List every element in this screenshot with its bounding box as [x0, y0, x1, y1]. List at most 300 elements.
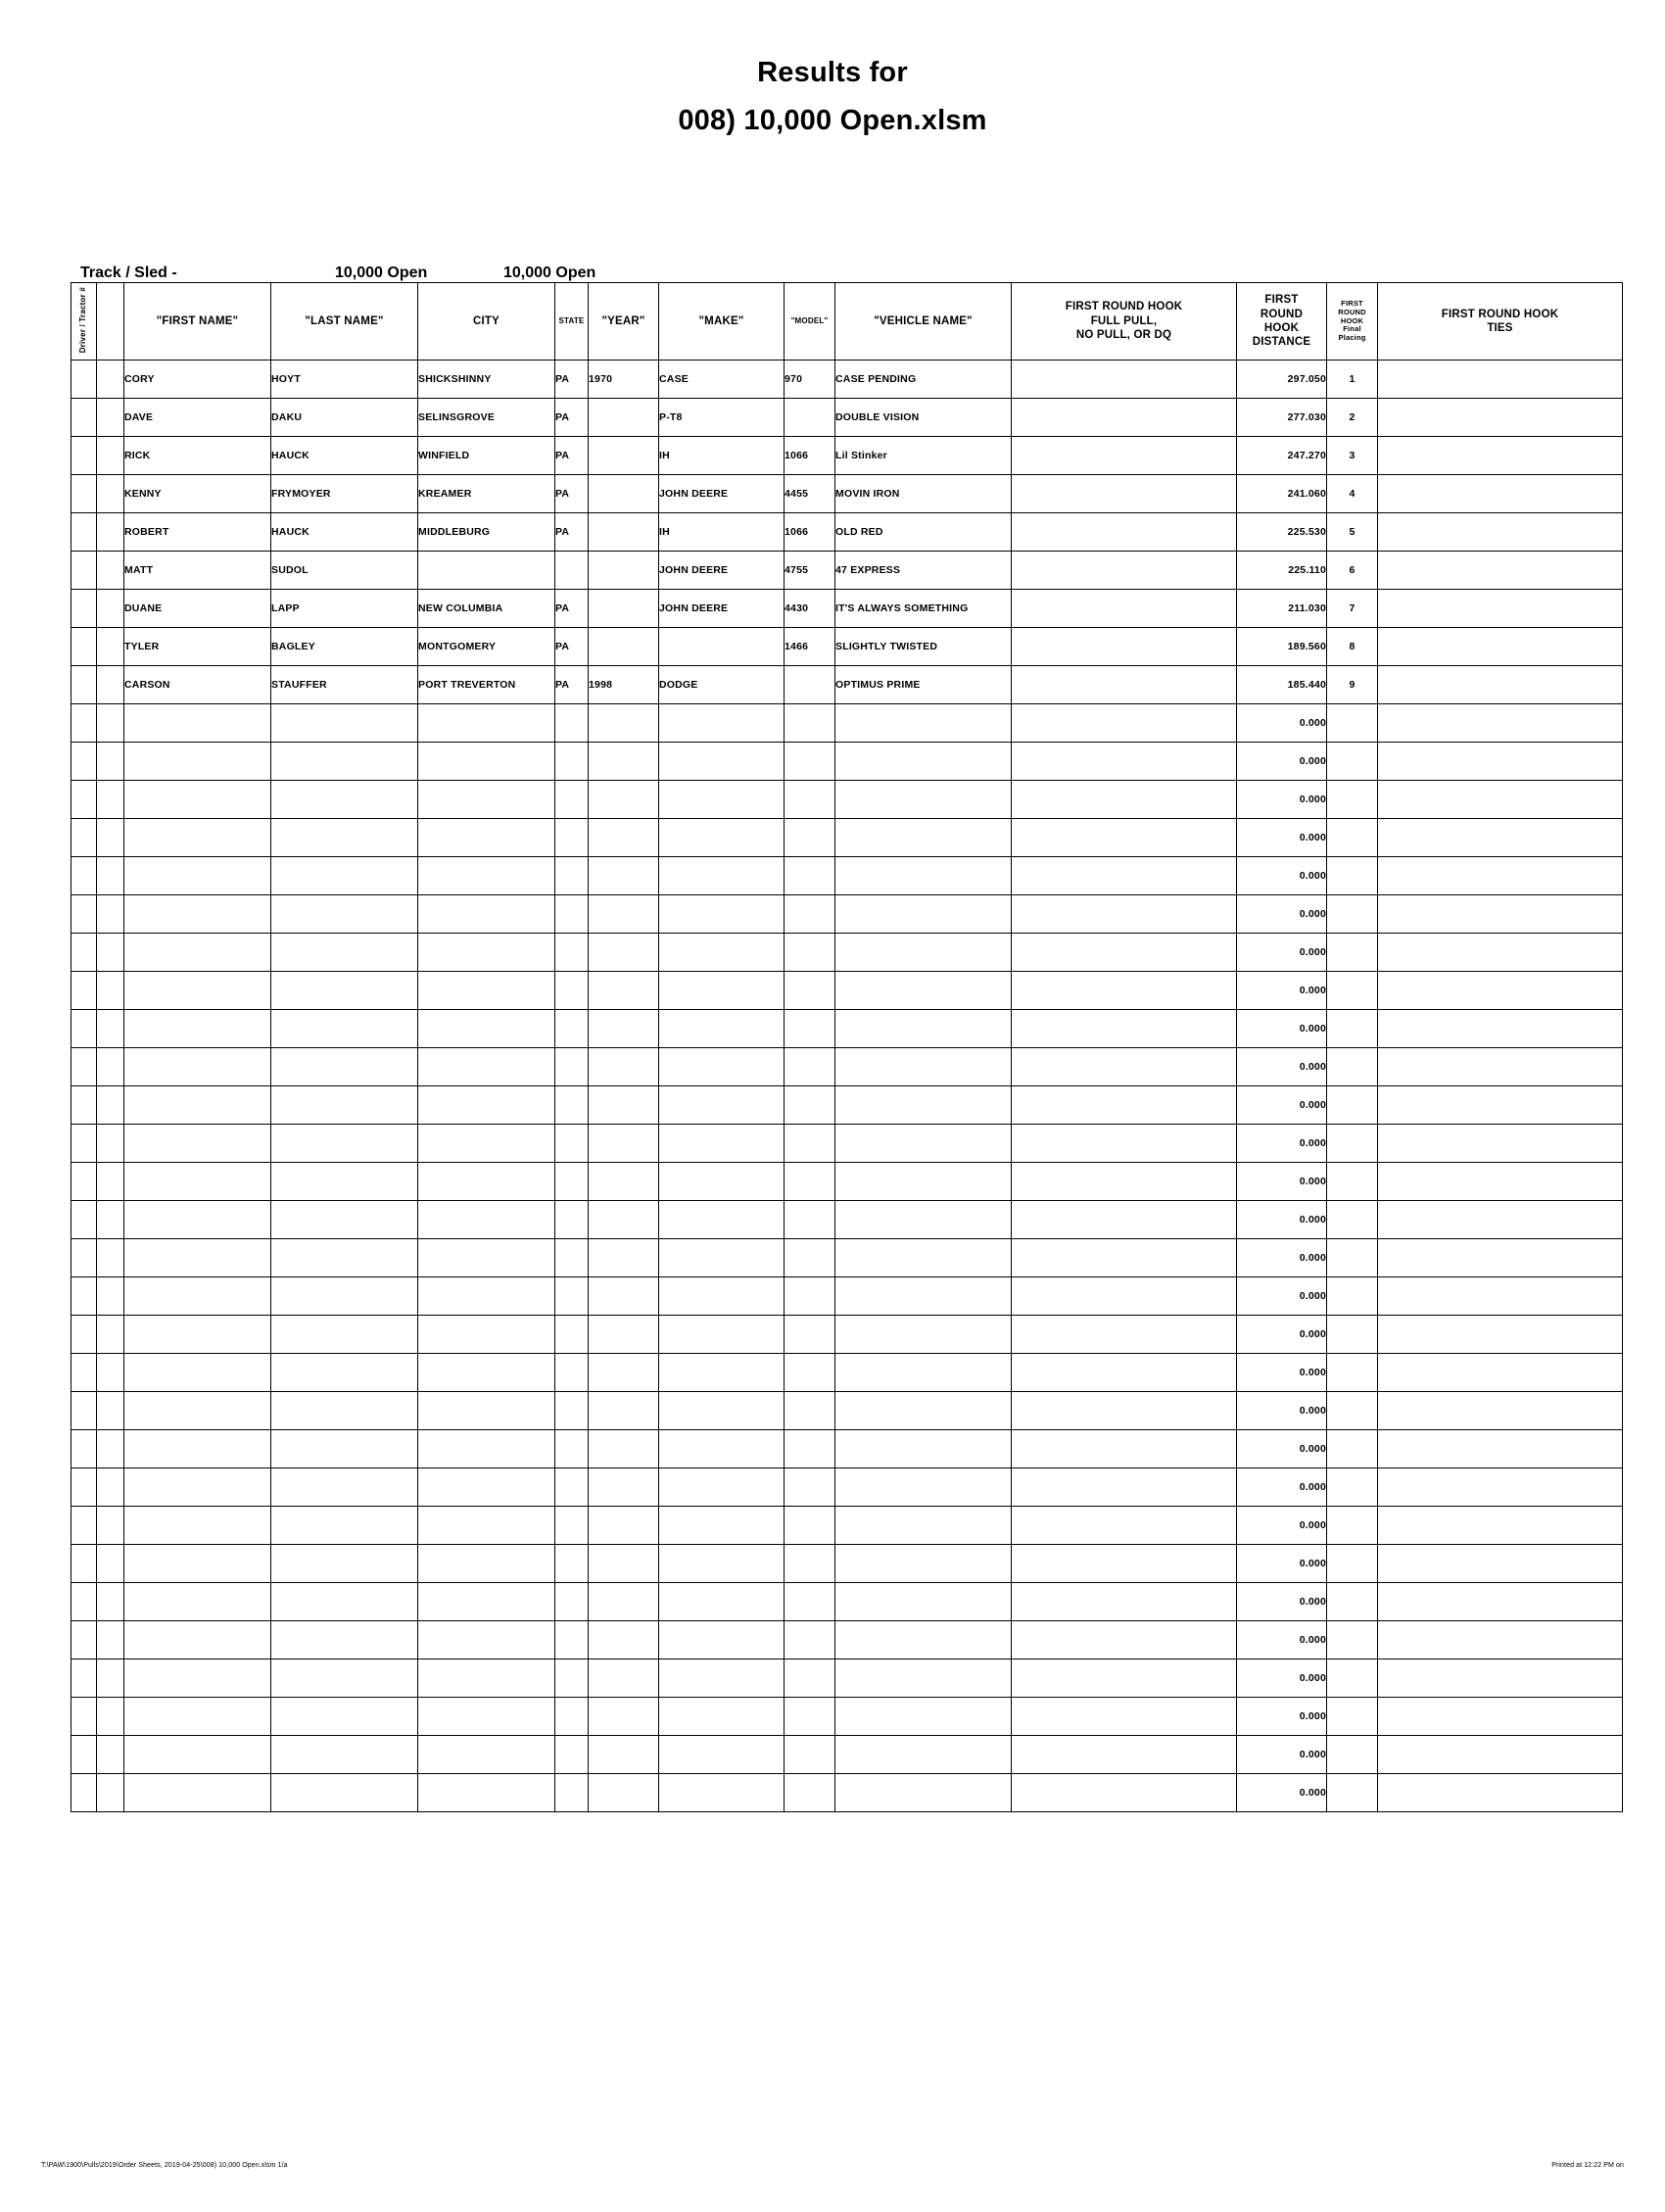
cell-ties[interactable] — [1378, 743, 1623, 781]
table-row[interactable] — [71, 1316, 1623, 1354]
cell-ties[interactable] — [1378, 552, 1623, 590]
cell-model[interactable]: 4455 — [785, 475, 835, 513]
table-row[interactable] — [71, 934, 1623, 972]
cell-distance[interactable]: 0.000 — [1237, 1774, 1327, 1812]
cell-first-name[interactable]: MATT — [124, 552, 271, 590]
cell-make[interactable]: JOHN DEERE — [659, 475, 785, 513]
cell-driver-tractor[interactable] — [71, 895, 97, 934]
cell-model[interactable] — [785, 1010, 835, 1048]
cell-index[interactable] — [97, 1125, 124, 1163]
cell-year[interactable] — [589, 437, 659, 475]
cell-ties[interactable] — [1378, 1354, 1623, 1392]
cell-full-pull[interactable] — [1012, 1392, 1237, 1430]
cell-full-pull[interactable] — [1012, 1201, 1237, 1239]
cell-ties[interactable] — [1378, 1430, 1623, 1468]
cell-distance[interactable]: 0.000 — [1237, 1659, 1327, 1698]
cell-model[interactable] — [785, 1507, 835, 1545]
cell-state[interactable] — [555, 1354, 589, 1392]
cell-city[interactable] — [418, 1659, 555, 1698]
cell-state[interactable] — [555, 1545, 589, 1583]
cell-ties[interactable] — [1378, 590, 1623, 628]
cell-year[interactable] — [589, 628, 659, 666]
cell-full-pull[interactable] — [1012, 513, 1237, 552]
cell-last-name[interactable] — [271, 1239, 418, 1277]
cell-year[interactable] — [589, 1163, 659, 1201]
cell-placing[interactable]: 7 — [1327, 590, 1378, 628]
cell-driver-tractor[interactable] — [71, 1239, 97, 1277]
cell-index[interactable] — [97, 1468, 124, 1507]
cell-full-pull[interactable] — [1012, 590, 1237, 628]
table-row[interactable] — [71, 1621, 1623, 1659]
cell-make[interactable] — [659, 1659, 785, 1698]
cell-index[interactable] — [97, 475, 124, 513]
cell-make[interactable] — [659, 1545, 785, 1583]
cell-make[interactable] — [659, 1201, 785, 1239]
cell-ties[interactable] — [1378, 1507, 1623, 1545]
cell-model[interactable]: 970 — [785, 361, 835, 399]
cell-model[interactable]: 4755 — [785, 552, 835, 590]
cell-driver-tractor[interactable] — [71, 1430, 97, 1468]
table-row[interactable] — [71, 972, 1623, 1010]
cell-vehicle-name[interactable] — [835, 1507, 1012, 1545]
cell-make[interactable] — [659, 857, 785, 895]
cell-driver-tractor[interactable] — [71, 1736, 97, 1774]
cell-full-pull[interactable] — [1012, 552, 1237, 590]
cell-first-name[interactable] — [124, 972, 271, 1010]
cell-make[interactable] — [659, 1125, 785, 1163]
cell-vehicle-name[interactable]: MOVIN IRON — [835, 475, 1012, 513]
cell-vehicle-name[interactable] — [835, 1392, 1012, 1430]
table-row[interactable] — [71, 1086, 1623, 1125]
cell-model[interactable] — [785, 1736, 835, 1774]
cell-first-name[interactable] — [124, 1430, 271, 1468]
cell-placing[interactable] — [1327, 895, 1378, 934]
cell-driver-tractor[interactable] — [71, 704, 97, 743]
cell-index[interactable] — [97, 361, 124, 399]
cell-vehicle-name[interactable] — [835, 895, 1012, 934]
cell-full-pull[interactable] — [1012, 1698, 1237, 1736]
cell-full-pull[interactable] — [1012, 857, 1237, 895]
cell-driver-tractor[interactable] — [71, 1010, 97, 1048]
cell-placing[interactable]: 2 — [1327, 399, 1378, 437]
cell-distance[interactable]: 0.000 — [1237, 1545, 1327, 1583]
table-row[interactable] — [71, 819, 1623, 857]
table-row[interactable] — [71, 1163, 1623, 1201]
cell-model[interactable] — [785, 819, 835, 857]
cell-state[interactable]: PA — [555, 475, 589, 513]
cell-vehicle-name[interactable] — [835, 1277, 1012, 1316]
cell-model[interactable] — [785, 1354, 835, 1392]
cell-ties[interactable] — [1378, 1048, 1623, 1086]
cell-ties[interactable] — [1378, 1316, 1623, 1354]
cell-ties[interactable] — [1378, 1086, 1623, 1125]
cell-first-name[interactable] — [124, 1010, 271, 1048]
cell-make[interactable] — [659, 895, 785, 934]
cell-state[interactable] — [555, 819, 589, 857]
cell-first-name[interactable] — [124, 1621, 271, 1659]
cell-full-pull[interactable] — [1012, 1430, 1237, 1468]
cell-distance[interactable]: 0.000 — [1237, 1201, 1327, 1239]
cell-ties[interactable] — [1378, 1010, 1623, 1048]
cell-year[interactable] — [589, 1430, 659, 1468]
cell-make[interactable] — [659, 704, 785, 743]
cell-make[interactable]: IH — [659, 437, 785, 475]
cell-ties[interactable] — [1378, 895, 1623, 934]
cell-model[interactable] — [785, 1774, 835, 1812]
cell-index[interactable] — [97, 819, 124, 857]
cell-city[interactable] — [418, 1583, 555, 1621]
cell-placing[interactable] — [1327, 1010, 1378, 1048]
cell-placing[interactable] — [1327, 1277, 1378, 1316]
cell-driver-tractor[interactable] — [71, 1086, 97, 1125]
table-row[interactable] — [71, 1010, 1623, 1048]
cell-model[interactable] — [785, 1583, 835, 1621]
cell-ties[interactable] — [1378, 1736, 1623, 1774]
cell-index[interactable] — [97, 781, 124, 819]
cell-index[interactable] — [97, 1507, 124, 1545]
cell-placing[interactable] — [1327, 1468, 1378, 1507]
cell-distance[interactable]: 0.000 — [1237, 1086, 1327, 1125]
cell-year[interactable] — [589, 1468, 659, 1507]
cell-placing[interactable] — [1327, 1736, 1378, 1774]
cell-first-name[interactable] — [124, 1048, 271, 1086]
cell-vehicle-name[interactable] — [835, 1774, 1012, 1812]
table-row[interactable] — [71, 1430, 1623, 1468]
cell-driver-tractor[interactable] — [71, 399, 97, 437]
cell-state[interactable]: PA — [555, 437, 589, 475]
cell-ties[interactable] — [1378, 1468, 1623, 1507]
cell-distance[interactable]: 189.560 — [1237, 628, 1327, 666]
cell-full-pull[interactable] — [1012, 895, 1237, 934]
cell-make[interactable] — [659, 1354, 785, 1392]
cell-driver-tractor[interactable] — [71, 361, 97, 399]
table-row[interactable] — [71, 1507, 1623, 1545]
cell-vehicle-name[interactable] — [835, 972, 1012, 1010]
cell-model[interactable]: 4430 — [785, 590, 835, 628]
cell-last-name[interactable]: DAKU — [271, 399, 418, 437]
cell-model[interactable] — [785, 1468, 835, 1507]
cell-last-name[interactable] — [271, 1659, 418, 1698]
cell-full-pull[interactable] — [1012, 399, 1237, 437]
cell-full-pull[interactable] — [1012, 361, 1237, 399]
table-row[interactable] — [71, 1392, 1623, 1430]
cell-distance[interactable]: 0.000 — [1237, 857, 1327, 895]
cell-city[interactable] — [418, 1621, 555, 1659]
cell-year[interactable] — [589, 1277, 659, 1316]
cell-distance[interactable]: 0.000 — [1237, 895, 1327, 934]
cell-driver-tractor[interactable] — [71, 972, 97, 1010]
cell-full-pull[interactable] — [1012, 666, 1237, 704]
cell-make[interactable] — [659, 1277, 785, 1316]
cell-index[interactable] — [97, 1736, 124, 1774]
table-row[interactable] — [71, 361, 1623, 399]
cell-state[interactable] — [555, 1048, 589, 1086]
cell-distance[interactable]: 211.030 — [1237, 590, 1327, 628]
cell-state[interactable]: PA — [555, 361, 589, 399]
cell-distance[interactable]: 0.000 — [1237, 1239, 1327, 1277]
cell-index[interactable] — [97, 1698, 124, 1736]
cell-distance[interactable]: 185.440 — [1237, 666, 1327, 704]
cell-distance[interactable]: 0.000 — [1237, 704, 1327, 743]
cell-year[interactable] — [589, 1774, 659, 1812]
cell-make[interactable] — [659, 781, 785, 819]
cell-ties[interactable] — [1378, 1659, 1623, 1698]
cell-driver-tractor[interactable] — [71, 1545, 97, 1583]
cell-driver-tractor[interactable] — [71, 590, 97, 628]
cell-vehicle-name[interactable]: OLD RED — [835, 513, 1012, 552]
cell-placing[interactable] — [1327, 1354, 1378, 1392]
cell-full-pull[interactable] — [1012, 1316, 1237, 1354]
cell-last-name[interactable] — [271, 857, 418, 895]
cell-index[interactable] — [97, 1239, 124, 1277]
cell-index[interactable] — [97, 1201, 124, 1239]
cell-vehicle-name[interactable] — [835, 1659, 1012, 1698]
cell-placing[interactable] — [1327, 1392, 1378, 1430]
cell-year[interactable]: 1998 — [589, 666, 659, 704]
cell-city[interactable] — [418, 1316, 555, 1354]
cell-index[interactable] — [97, 1010, 124, 1048]
cell-placing[interactable] — [1327, 1583, 1378, 1621]
cell-year[interactable] — [589, 475, 659, 513]
cell-driver-tractor[interactable] — [71, 1277, 97, 1316]
table-row[interactable] — [71, 1354, 1623, 1392]
cell-index[interactable] — [97, 1545, 124, 1583]
cell-vehicle-name[interactable]: DOUBLE VISION — [835, 399, 1012, 437]
cell-vehicle-name[interactable] — [835, 1698, 1012, 1736]
cell-year[interactable] — [589, 1583, 659, 1621]
cell-distance[interactable]: 0.000 — [1237, 1163, 1327, 1201]
cell-make[interactable] — [659, 1468, 785, 1507]
cell-ties[interactable] — [1378, 1277, 1623, 1316]
cell-index[interactable] — [97, 552, 124, 590]
cell-last-name[interactable] — [271, 1774, 418, 1812]
cell-last-name[interactable] — [271, 1354, 418, 1392]
cell-model[interactable] — [785, 1163, 835, 1201]
cell-city[interactable]: SHICKSHINNY — [418, 361, 555, 399]
cell-ties[interactable] — [1378, 628, 1623, 666]
cell-placing[interactable] — [1327, 1698, 1378, 1736]
cell-vehicle-name[interactable] — [835, 1163, 1012, 1201]
cell-distance[interactable]: 0.000 — [1237, 1010, 1327, 1048]
cell-vehicle-name[interactable] — [835, 1010, 1012, 1048]
cell-driver-tractor[interactable] — [71, 1621, 97, 1659]
cell-first-name[interactable] — [124, 1545, 271, 1583]
cell-model[interactable] — [785, 972, 835, 1010]
cell-state[interactable]: PA — [555, 590, 589, 628]
table-row[interactable] — [71, 590, 1623, 628]
cell-state[interactable] — [555, 1277, 589, 1316]
cell-model[interactable] — [785, 895, 835, 934]
cell-city[interactable] — [418, 1125, 555, 1163]
cell-placing[interactable]: 4 — [1327, 475, 1378, 513]
cell-last-name[interactable]: SUDOL — [271, 552, 418, 590]
cell-vehicle-name[interactable] — [835, 1086, 1012, 1125]
cell-full-pull[interactable] — [1012, 1354, 1237, 1392]
cell-vehicle-name[interactable]: 47 EXPRESS — [835, 552, 1012, 590]
cell-distance[interactable]: 0.000 — [1237, 1698, 1327, 1736]
cell-ties[interactable] — [1378, 857, 1623, 895]
cell-distance[interactable]: 0.000 — [1237, 1507, 1327, 1545]
cell-ties[interactable] — [1378, 1774, 1623, 1812]
cell-driver-tractor[interactable] — [71, 552, 97, 590]
cell-city[interactable] — [418, 1239, 555, 1277]
cell-full-pull[interactable] — [1012, 743, 1237, 781]
cell-distance[interactable]: 0.000 — [1237, 1277, 1327, 1316]
cell-ties[interactable] — [1378, 1163, 1623, 1201]
cell-ties[interactable] — [1378, 1583, 1623, 1621]
cell-vehicle-name[interactable] — [835, 1430, 1012, 1468]
cell-index[interactable] — [97, 1774, 124, 1812]
cell-index[interactable] — [97, 399, 124, 437]
cell-first-name[interactable] — [124, 743, 271, 781]
cell-year[interactable] — [589, 1659, 659, 1698]
cell-first-name[interactable] — [124, 1736, 271, 1774]
cell-city[interactable] — [418, 552, 555, 590]
cell-first-name[interactable] — [124, 1201, 271, 1239]
cell-year[interactable]: 1970 — [589, 361, 659, 399]
cell-full-pull[interactable] — [1012, 1659, 1237, 1698]
cell-vehicle-name[interactable] — [835, 1239, 1012, 1277]
table-row[interactable] — [71, 895, 1623, 934]
cell-last-name[interactable] — [271, 819, 418, 857]
cell-state[interactable] — [555, 1010, 589, 1048]
table-row[interactable] — [71, 399, 1623, 437]
cell-state[interactable] — [555, 1392, 589, 1430]
cell-state[interactable] — [555, 1774, 589, 1812]
cell-last-name[interactable]: HAUCK — [271, 513, 418, 552]
cell-city[interactable] — [418, 1736, 555, 1774]
cell-city[interactable] — [418, 934, 555, 972]
cell-vehicle-name[interactable] — [835, 1583, 1012, 1621]
cell-ties[interactable] — [1378, 1698, 1623, 1736]
table-row[interactable] — [71, 437, 1623, 475]
cell-distance[interactable]: 0.000 — [1237, 1621, 1327, 1659]
cell-last-name[interactable] — [271, 972, 418, 1010]
cell-placing[interactable]: 9 — [1327, 666, 1378, 704]
cell-model[interactable] — [785, 1048, 835, 1086]
cell-ties[interactable] — [1378, 1621, 1623, 1659]
table-row[interactable] — [71, 1125, 1623, 1163]
cell-model[interactable] — [785, 399, 835, 437]
cell-driver-tractor[interactable] — [71, 1392, 97, 1430]
cell-placing[interactable]: 8 — [1327, 628, 1378, 666]
cell-first-name[interactable] — [124, 1086, 271, 1125]
cell-last-name[interactable]: LAPP — [271, 590, 418, 628]
cell-index[interactable] — [97, 1659, 124, 1698]
cell-vehicle-name[interactable] — [835, 1545, 1012, 1583]
cell-model[interactable] — [785, 857, 835, 895]
cell-distance[interactable]: 0.000 — [1237, 781, 1327, 819]
cell-last-name[interactable]: FRYMOYER — [271, 475, 418, 513]
cell-make[interactable] — [659, 1239, 785, 1277]
cell-year[interactable] — [589, 704, 659, 743]
cell-first-name[interactable] — [124, 781, 271, 819]
cell-year[interactable] — [589, 1010, 659, 1048]
cell-city[interactable] — [418, 857, 555, 895]
cell-distance[interactable]: 297.050 — [1237, 361, 1327, 399]
cell-first-name[interactable]: TYLER — [124, 628, 271, 666]
cell-placing[interactable] — [1327, 1316, 1378, 1354]
cell-placing[interactable] — [1327, 1125, 1378, 1163]
cell-index[interactable] — [97, 513, 124, 552]
cell-full-pull[interactable] — [1012, 1163, 1237, 1201]
table-row[interactable] — [71, 1201, 1623, 1239]
cell-vehicle-name[interactable] — [835, 704, 1012, 743]
cell-first-name[interactable] — [124, 1277, 271, 1316]
cell-city[interactable] — [418, 1010, 555, 1048]
cell-city[interactable]: SELINSGROVE — [418, 399, 555, 437]
cell-vehicle-name[interactable] — [835, 857, 1012, 895]
cell-index[interactable] — [97, 1277, 124, 1316]
cell-city[interactable]: KREAMER — [418, 475, 555, 513]
cell-year[interactable] — [589, 1507, 659, 1545]
cell-driver-tractor[interactable] — [71, 1774, 97, 1812]
cell-make[interactable]: CASE — [659, 361, 785, 399]
cell-placing[interactable] — [1327, 743, 1378, 781]
cell-distance[interactable]: 277.030 — [1237, 399, 1327, 437]
cell-ties[interactable] — [1378, 437, 1623, 475]
cell-last-name[interactable]: HOYT — [271, 361, 418, 399]
cell-index[interactable] — [97, 857, 124, 895]
cell-last-name[interactable] — [271, 704, 418, 743]
cell-make[interactable] — [659, 1086, 785, 1125]
cell-last-name[interactable]: BAGLEY — [271, 628, 418, 666]
cell-first-name[interactable] — [124, 1774, 271, 1812]
cell-city[interactable] — [418, 895, 555, 934]
cell-city[interactable]: NEW COLUMBIA — [418, 590, 555, 628]
cell-make[interactable] — [659, 1048, 785, 1086]
cell-placing[interactable] — [1327, 972, 1378, 1010]
cell-state[interactable] — [555, 552, 589, 590]
cell-full-pull[interactable] — [1012, 934, 1237, 972]
cell-last-name[interactable] — [271, 1048, 418, 1086]
cell-ties[interactable] — [1378, 399, 1623, 437]
cell-last-name[interactable] — [271, 1583, 418, 1621]
cell-state[interactable] — [555, 1659, 589, 1698]
cell-city[interactable]: MONTGOMERY — [418, 628, 555, 666]
cell-first-name[interactable] — [124, 1659, 271, 1698]
cell-full-pull[interactable] — [1012, 781, 1237, 819]
cell-first-name[interactable] — [124, 1163, 271, 1201]
cell-first-name[interactable]: KENNY — [124, 475, 271, 513]
cell-model[interactable]: 1466 — [785, 628, 835, 666]
cell-year[interactable] — [589, 819, 659, 857]
cell-make[interactable]: P-T8 — [659, 399, 785, 437]
cell-make[interactable]: JOHN DEERE — [659, 590, 785, 628]
cell-last-name[interactable] — [271, 1086, 418, 1125]
cell-ties[interactable] — [1378, 781, 1623, 819]
cell-city[interactable] — [418, 1086, 555, 1125]
cell-driver-tractor[interactable] — [71, 1468, 97, 1507]
cell-last-name[interactable]: STAUFFER — [271, 666, 418, 704]
cell-placing[interactable] — [1327, 781, 1378, 819]
cell-last-name[interactable] — [271, 1698, 418, 1736]
cell-make[interactable] — [659, 972, 785, 1010]
cell-model[interactable] — [785, 1086, 835, 1125]
cell-vehicle-name[interactable] — [835, 1736, 1012, 1774]
cell-last-name[interactable] — [271, 743, 418, 781]
cell-make[interactable] — [659, 1621, 785, 1659]
cell-city[interactable] — [418, 1774, 555, 1812]
cell-model[interactable] — [785, 1621, 835, 1659]
cell-full-pull[interactable] — [1012, 1048, 1237, 1086]
cell-index[interactable] — [97, 1048, 124, 1086]
cell-vehicle-name[interactable]: CASE PENDING — [835, 361, 1012, 399]
cell-state[interactable]: PA — [555, 399, 589, 437]
cell-state[interactable] — [555, 1125, 589, 1163]
table-row[interactable] — [71, 743, 1623, 781]
cell-last-name[interactable] — [271, 1277, 418, 1316]
